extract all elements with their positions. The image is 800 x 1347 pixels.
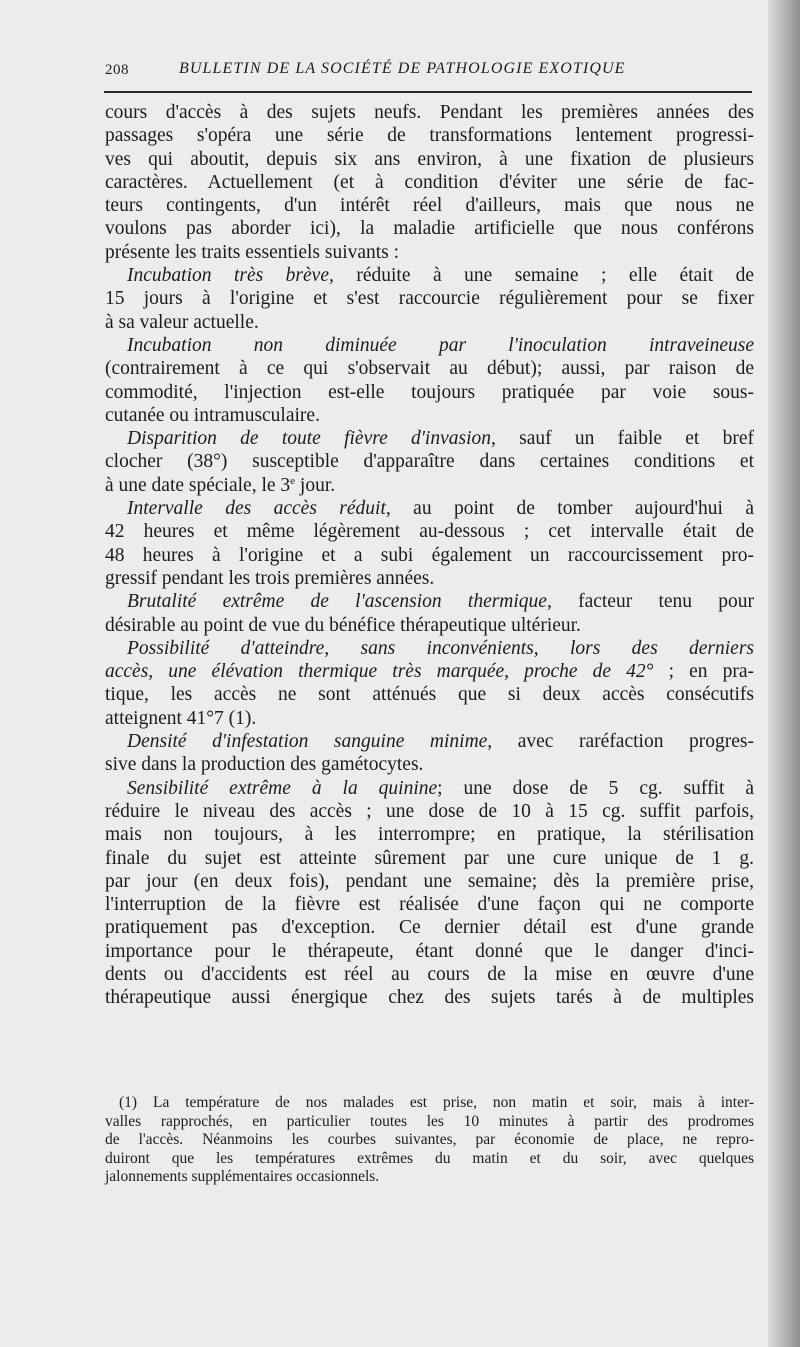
text-line: sive dans la production des gamétocytes. (105, 754, 424, 776)
text-run: ; une dose de 5 cg. suffit à (437, 777, 755, 799)
text-line: commodité, l'injection est-elle toujours pratiquée par voie sous- (105, 381, 754, 403)
text-line: présente les traits essentiels suivants : (105, 241, 400, 263)
characteristic-heading: Densité d'infestation sanguine minime, (127, 731, 493, 753)
text-line: mais non toujours, à les interrompre; en pratique, la stérilisation (105, 824, 754, 846)
characteristic-heading: Incubation très brève, (127, 265, 334, 287)
text-line: 42 heures et même légèrement au-dessous ; cet intervalle était de (105, 521, 754, 543)
text-line: tique, les accès ne sont atténués que si deux accès consécutifs (105, 684, 754, 706)
footnote-line: jalonnements supplémentaires occasionnels. (105, 1168, 380, 1186)
superscript: e (290, 474, 296, 487)
text-line: thérapeutique aussi énergique chez des sujets tarés à de multiples (105, 987, 754, 1009)
text-line: cutanée ou intramusculaire. (105, 404, 320, 426)
footnote-line: duiront que les températures extrêmes du matin et du soir, avec quelques (105, 1149, 754, 1167)
characteristic-heading: Disparition de toute fièvre d'invasion, (127, 428, 496, 450)
text-run: au point de tomber aujourd'hui à (390, 498, 754, 520)
text-run: avec raréfaction progres- (492, 731, 754, 753)
page-number: 208 (105, 62, 129, 78)
text-run: réduite à une semaine ; elle était de (333, 265, 754, 287)
characteristic-heading: Sensibilité extrême à la quinine (127, 777, 438, 799)
characteristic-heading: Incubation non diminuée par l'inoculation intraveineuse (127, 334, 754, 356)
text-line (105, 637, 754, 660)
text-line: gressif pendant les trois premières années. (105, 567, 435, 589)
text-line: caractères. Actuellement (et à condition d'éviter une série de fac- (105, 171, 754, 193)
text-line: l'interruption de la fièvre est réalisée d'une façon qui ne comporte (105, 894, 754, 916)
footnote-line: valles rapprochés, en particulier toutes les 10 minutes à partir des prodromes (105, 1112, 754, 1130)
footnote-line: de l'accès. Néanmoins les courbes suivantes, par économie de place, ne repro- (105, 1131, 754, 1149)
text-line: importance pour le thérapeute, étant donné que le danger d'inci- (105, 940, 754, 962)
characteristic-heading: accès, une élévation thermique très marquée, proche de 42° (105, 661, 654, 683)
text-run: ; en pra- (653, 661, 754, 683)
page-header (105, 60, 755, 88)
characteristic-heading: Possibilité d'atteindre, sans inconvénients, lors des derniers (127, 637, 754, 659)
text-line: dents ou d'accidents est réel au cours de la mise en œuvre d'une (105, 963, 754, 985)
text-line: (contrairement à ce qui s'observait au début); aussi, par raison de (105, 358, 754, 380)
body-text (105, 101, 754, 1010)
text-line: 15 jours à l'origine et s'est raccourcie régulièrement pour se fixer (105, 288, 754, 310)
text-line (105, 474, 754, 497)
text-line: passages s'opéra une série de transformations lentement progressi- (105, 125, 754, 147)
text-line: par jour (en deux fois), pendant une semaine; dès la première prise, (105, 870, 754, 892)
text-line: cours d'accès à des sujets neufs. Pendant les premières années des (105, 102, 754, 123)
text-run: jour. (295, 474, 336, 496)
footnote (105, 1094, 754, 1187)
text-line: finale du sujet est atteinte sûrement par une cure unique de 1 g. (105, 847, 754, 869)
text-run: sauf un faible et bref (495, 428, 754, 450)
text-line: désirable au point de vue du bénéfice thérapeutique ultérieur. (105, 614, 581, 636)
text-line (105, 590, 754, 613)
header-rule (104, 91, 752, 93)
text-line: réduire le niveau des accès ; une dose de 10 à 15 cg. suffit parfois, (105, 800, 754, 822)
text-line (105, 264, 754, 287)
characteristic-heading: Intervalle des accès réduit, (127, 498, 391, 520)
text-line (105, 334, 754, 357)
text-run: à une date spéciale, le 3 (105, 474, 291, 496)
text-line: clocher (38°) susceptible d'apparaître dans certaines conditions et (105, 451, 754, 473)
text-line: ves qui aboutit, depuis six ans environ, à une fixation de plusieurs (105, 148, 754, 170)
running-title: BULLETIN DE LA SOCIÉTÉ DE PATHOLOGIE EXOTIQUE (179, 60, 626, 77)
characteristic-heading: Brutalité extrême de l'ascension thermique, (127, 591, 552, 613)
text-line (105, 730, 754, 753)
text-run: facteur tenu pour (551, 591, 755, 613)
text-line: teurs contingents, d'un intérêt réel d'ailleurs, mais que nous ne (105, 195, 754, 217)
text-line (105, 660, 754, 683)
text-line (105, 427, 754, 450)
book-spine-shadow (768, 0, 800, 1347)
text-line (105, 777, 754, 800)
text-line (105, 497, 754, 520)
footnote-line: (1) La température de nos malades est prise, non matin et soir, mais à inter- (119, 1094, 754, 1111)
text-line: à sa valeur actuelle. (105, 311, 259, 333)
text-line: atteignent 41°7 (1). (105, 707, 257, 729)
text-line: 48 heures à l'origine et a subi également un raccourcissement pro- (105, 544, 754, 566)
text-line: voulons pas aborder ici), la maladie artificielle que nous conférons (105, 218, 754, 240)
text-line: pratiquement pas d'exception. Ce dernier détail est d'une grande (105, 917, 754, 939)
